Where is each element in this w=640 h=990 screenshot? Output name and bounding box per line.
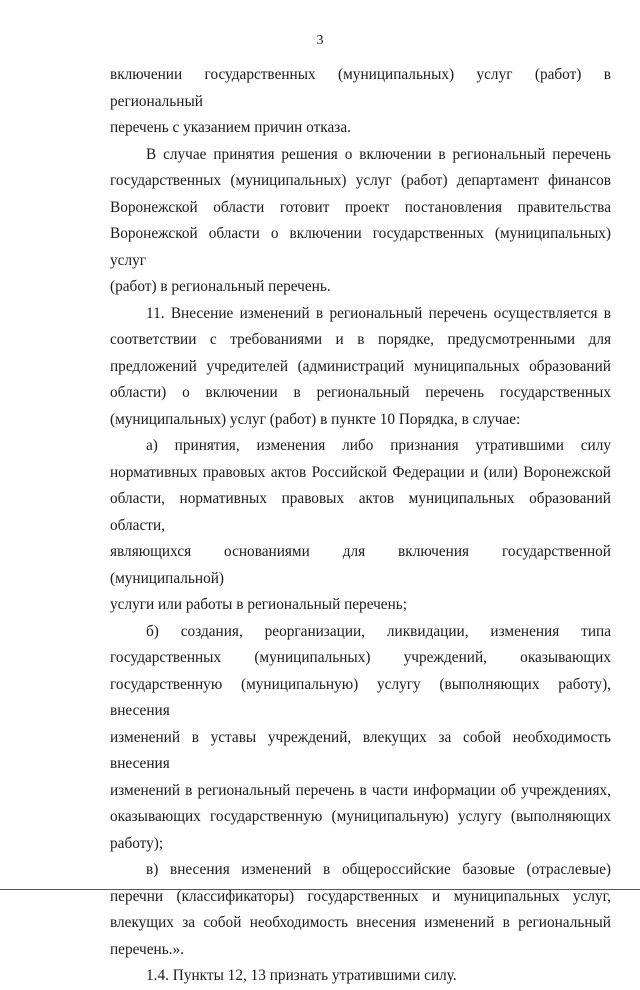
text-line: предложений учредителей (администраций муниципальных образований xyxy=(110,357,611,375)
text-line: соответствии с требованиями и в порядке, предусмотренными для xyxy=(110,331,611,348)
text-line: области) о включении в региональный перечень государственных xyxy=(110,384,611,401)
text-line: услуги или работы в региональный перечень; xyxy=(110,596,408,613)
text-line: перечень с указанием причин отказа. xyxy=(110,119,351,136)
text-line: оказывающих государственную (муниципальную) услугу (выполняющих xyxy=(110,808,611,825)
page-number: 3 xyxy=(316,33,324,48)
text-line: изменений в региональный перечень в части информации об учреждениях, xyxy=(110,781,611,799)
paragraph xyxy=(110,963,611,990)
text-line: (муниципальных) услуг (работ) в пункте 10 Порядка, в случае: xyxy=(110,410,521,428)
text-line: государственных (муниципальных) услуг (работ) департамент финансов xyxy=(110,172,611,189)
text-line: государственную (муниципальную) услугу (выполняющих работу), внесения xyxy=(110,675,611,719)
text-line: перечень.». xyxy=(110,940,184,958)
text-line: Воронежской области готовит проект постановления правительства xyxy=(110,198,611,216)
text-line: изменений в уставы учреждений, влекущих за собой необходимость внесения xyxy=(110,728,611,772)
paragraph xyxy=(110,433,611,619)
text-line: 1.4. Пункты 12, 13 признать утратившими силу. xyxy=(146,967,457,984)
paragraph xyxy=(110,142,611,301)
paragraph xyxy=(110,619,611,858)
paragraph xyxy=(110,301,611,434)
footer-rule xyxy=(0,889,640,890)
text-line: в) внесения изменений в общероссийские базовые (отраслевые) xyxy=(146,861,611,878)
text-line: работу); xyxy=(110,834,164,852)
text-line: 11. Внесение изменений в региональный перечень осуществляется в xyxy=(146,304,611,322)
text-line: а) принятия, изменения либо признания утратившими силу xyxy=(146,437,611,454)
text-line: включении государственных (муниципальных) услуг (работ) в региональный xyxy=(110,66,611,110)
text-line: перечни (классификаторы) государственных и муниципальных услуг, xyxy=(110,887,611,905)
paragraph xyxy=(110,857,611,963)
paragraph xyxy=(110,62,611,142)
text-line: нормативных правовых актов Российской Федерации и (или) Воронежской xyxy=(110,463,611,481)
document-body xyxy=(110,62,611,990)
text-line: государственных (муниципальных) учреждений, оказывающих xyxy=(110,649,611,666)
text-line: являющихся основаниями для включения государственной (муниципальной) xyxy=(110,543,611,587)
text-line: б) создания, реорганизации, ликвидации, изменения типа xyxy=(146,622,611,640)
text-line: В случае принятия решения о включении в региональный перечень xyxy=(146,145,611,163)
text-line: области, нормативных правовых актов муниципальных образований области, xyxy=(110,490,611,534)
text-line: влекущих за собой необходимость внесения изменений в региональный xyxy=(110,914,611,931)
text-line: (работ) в региональный перечень. xyxy=(110,278,331,295)
text-line: Воронежской области о включении государственных (муниципальных) услуг xyxy=(110,225,611,269)
